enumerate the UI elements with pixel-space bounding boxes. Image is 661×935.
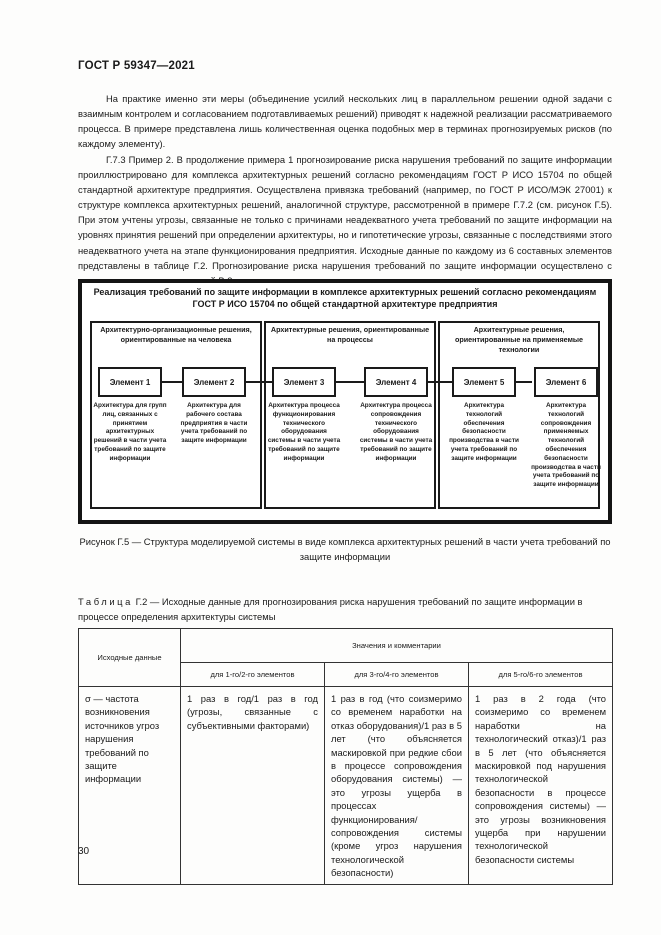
table-row	[79, 687, 613, 885]
element-1-box: Элемент 1	[98, 367, 162, 397]
table-header-source-data: Исходные данные	[79, 629, 181, 687]
group-title: Архитектурные решения, ориентированные на процессы	[270, 325, 430, 344]
element-4-desc: Архитектура процесса сопровождения технического оборудования системы в части учета требований по защите информации	[359, 402, 433, 462]
element-5-box: Элемент 5	[452, 367, 516, 397]
figure-caption: Рисунок Г.5 — Структура моделируемой системы в виде комплекса архитектурных решений в части учета требований по защите информации	[79, 536, 611, 562]
element-3-box: Элемент 3	[272, 367, 336, 397]
page-number: 30	[78, 846, 90, 857]
figure-title: Реализация требований по защите информации в комплексе архитектурных решений согласно рекомендациям ГОСТ Р ИСО 15704 по общей стандартной архитектуре предприятия	[93, 287, 597, 309]
group-title: Архитектурно-организационные решения, ориентированные на человека	[100, 325, 252, 344]
figure-g5	[78, 279, 612, 524]
table-header-el56: для 5-го/6-го элементов	[469, 663, 613, 687]
element-6-box: Элемент 6	[534, 367, 598, 397]
page-header: ГОСТ Р 59347—2021	[78, 60, 195, 72]
data-table	[78, 628, 613, 885]
table-cell-el34: 1 раз в год (что соизмеримо со временем наработки на отказ оборудования)/1 раз в 5 лет (что объясняется маскировкой при редкие сбои в процессе сопровождения оборудования системы) — это угрозы ущерба в процессах функционирования/сопровождения системы (кроме угроз нарушения технологической безопасности)	[325, 687, 469, 885]
table-caption	[78, 594, 612, 624]
element-2-box: Элемент 2	[182, 367, 246, 397]
element-6-desc: Архитектура технологий сопровождения применяемых технологий обеспечения безопасности производства в части учета требований по защите информации	[531, 402, 601, 489]
table-header-el12: для 1-го/2-го элементов	[181, 663, 325, 687]
element-5-desc: Архитектура технологий обеспечения безопасности производства в части учета требований по защите информации	[449, 402, 519, 462]
table-cell-el12: 1 раз в год/1 раз в год (угрозы, связанные с субъективными факторами)	[181, 687, 325, 885]
group-title: Архитектурные решения, ориентированные на применяемые технологии	[454, 325, 584, 354]
table-cell-param: σ — частота возникновения источников угроз нарушения требований по защите информации	[79, 687, 181, 885]
table-caption-label: Таблица	[78, 596, 133, 607]
table-header-el34: для 3-го/4-го элементов	[325, 663, 469, 687]
table-cell-el56: 1 раз в 2 года (что соизмеримо со временем наработки на технологический отказ)/1 раз в 5 лет (что объясняется маскировкой под нарушения технологической безопасности в процессе сопровождения системы) — это угрозы возникновения ущерба при нарушении технологической безопасности системы	[469, 687, 613, 885]
element-4-box: Элемент 4	[364, 367, 428, 397]
element-1-desc: Архитектура для групп лиц, связанных с принятием архитектурных решений в части учета требований по защите информации	[93, 402, 167, 462]
element-2-desc: Архитектура для рабочего состава предприятия в части учета требований по защите информации	[180, 402, 248, 445]
table-caption-text: Г.2 — Исходные данные для прогнозирования риска нарушения требований по защите информации в процессе определения архитектуры системы	[78, 596, 583, 622]
paragraph: На практике именно эти меры (объединение усилий нескольких лиц в параллельном решении одной задачи с взаимным контролем и согласованием подготавливаемых решений) приводят к надежной реализации рассматриваемого процесса. В примере представлена лишь количественная оценка подобных мер в терминах прогнозируемых рисков (по каждому элементу).	[78, 93, 612, 150]
paragraph: Г.7.3 Пример 2. В продолжение примера 1 прогнозирование риска нарушения требований по защите информации проиллюстрировано для комплекса архитектурных решений согласно рекомендациям ГОСТ Р ИСО 15704 по общей стандартной архитектуре предприятия. Осуществлена привязка требований (например, по ГОСТ Р ИСО/МЭК 27001) к структуре комплекса архитектурных решений, аналогичной структуре, рассмотренной в примере Г.7.2 (см. рисунок Г.5). При этом учтены угрозы, связанные не только с причинами неадекватного учета требований по защите информации на уровнях принятия решений при определении архитектуры, но и гипотетические угрозы, связанные с последствиями этого неадекватного учета на этапе функционирования предприятия. Исходные данные по каждому из 6 составных элементов представлены в таблице Г.2. Прогнозирование риска нарушения требований по защите информации осуществлено с	[78, 153, 612, 271]
element-3-desc: Архитектура процесса функционирования технического оборудования системы в части учета требований по защите информации	[267, 402, 341, 462]
table-header-values: Значения и комментарии	[181, 629, 613, 663]
body-text	[78, 91, 612, 288]
